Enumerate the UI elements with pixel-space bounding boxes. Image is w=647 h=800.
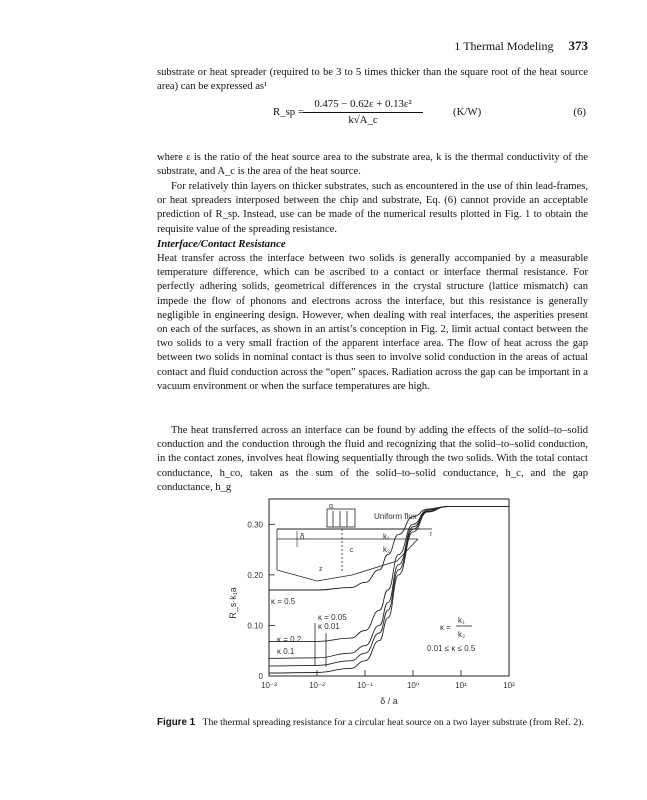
annotation-k1: k₁: [458, 616, 465, 625]
inset-k2-label: k₂: [383, 545, 391, 554]
equation-6: [157, 98, 588, 138]
equation-denominator: k√A_c: [348, 114, 378, 126]
x-tick-label: 10⁰: [406, 681, 420, 690]
inset-c-label: c: [350, 547, 354, 554]
annotation-kappa-005: κ = 0.05: [318, 613, 347, 622]
equation-fraction: [303, 98, 423, 126]
equation-unit: (K/W): [453, 106, 482, 118]
annotation-kappa-range: 0.01 ≤ κ ≤ 0.5: [427, 644, 476, 653]
x-tick-label: 10⁻²: [309, 681, 325, 690]
thin-layers-paragraph: For relatively thin layers on thicker substrates, such as encountered in the use of thin lead-frames, or heat spreaders interposed between the chip and substrate, Eq. (6) cannot provide an acceptable prediction of R_sp. Instead, use can be made of the numerical results plotted in Fig. 1 to obtain the requisite value of the spreading resistance.: [157, 181, 588, 235]
inset-q-label: q: [329, 503, 333, 510]
inset-k1-label: k₁: [383, 532, 390, 541]
y-tick-label: 0: [258, 672, 263, 681]
annotation-k2: k₂: [458, 630, 466, 639]
annotation-kappa-02: κ = 0.2: [277, 635, 302, 644]
page-header: [157, 38, 588, 54]
section-title: Interface/Contact Resistance: [157, 238, 286, 250]
x-axis-label: δ / a: [380, 696, 398, 706]
y-tick-label: 0.30: [247, 520, 263, 530]
inset-schematic: [277, 503, 433, 581]
equation-number: (6): [573, 106, 586, 118]
x-tick-label: 10⁻³: [261, 681, 277, 690]
inset-title: Uniform flux: [374, 512, 417, 521]
equation-lhs: R_sp =: [273, 106, 304, 118]
caption-label: Figure 1: [157, 717, 196, 728]
where-paragraph: where ε is the ratio of the heat source area to the substrate area, k is the thermal conductivity of the substrate, and A_c is the area of the heat source.: [157, 152, 588, 178]
series-line-1: [269, 507, 509, 642]
annotation-kappa-01: κ 0.1: [277, 647, 295, 656]
inset-delta-label: δ: [300, 532, 305, 541]
y-axis-label: R_s·k₁a: [228, 587, 238, 619]
equation-numerator: 0.475 − 0.62ε + 0.13ε²: [303, 98, 423, 113]
annotation-kappa-def: κ =: [440, 623, 451, 632]
caption-text: The thermal spreading resistance for a circular heat source on a two layer substrate (from Ref. 2).: [202, 717, 584, 728]
x-tick-label: 10⁻¹: [357, 681, 373, 690]
annotation-kappa-05: κ = 0.5: [271, 597, 296, 606]
x-tick-label: 10²: [503, 681, 515, 690]
x-tick-label: 10¹: [455, 681, 467, 690]
intro-paragraph: substrate or heat spreader (required to be 3 to 5 times thicker than the square root of the heat source area) can be expressed as¹: [157, 67, 588, 93]
figure-caption: [157, 716, 588, 729]
y-tick-label: 0.20: [247, 570, 263, 580]
inset-r-label: r: [430, 531, 433, 538]
figure-1: [222, 495, 522, 709]
heat-transfer-paragraph: The heat transferred across an interface can be found by adding the effects of the solid–to–solid conduction and the conduction through the fluid and recognizing that the solid–to–solid conduction, in the contact zones, involves heat flowing sequentially through the two solids. With the total contact conductance, h_co, taken as the sum of the solid–to–solid conductance, h_c, and the gap conductance, h_g: [157, 425, 588, 493]
inset-substrate-outline: [277, 529, 418, 581]
interface-paragraph: Heat transfer across the interface between two solids is generally accompanied by a measurable temperature difference, which can be ascribed to a contact or interface thermal resistance. For perfectly adhering solids, geometrical differences in the crystal structure (lattice mismatch) can impede the flow of phonons and electrons across the interface, but this resistance is generally negligible in engineering design. However, when dealing with real interfaces, the asperities present on each of the surfaces, as shown in an artist’s conception in Fig. 2, limit actual contact between the two solids to a very small fraction of the apparent interface area. The flow of heat across the gap between two solids in nominal contact is thus seen to involve solid conduction in the areas of actual contact and fluid conduction across the “open” spaces. Radiation across the gap can be important in a vacuum environment or when the surface temperatures are high.: [157, 253, 588, 392]
y-tick-label: 0.10: [247, 621, 263, 631]
running-head: 1 Thermal Modeling: [454, 39, 554, 53]
page-number: 373: [568, 38, 588, 53]
inset-source-box: [327, 509, 355, 527]
inset-z-label: z: [319, 566, 323, 573]
annotation-kappa-001: κ 0.01: [318, 622, 340, 631]
spreading-resistance-chart: [222, 495, 522, 709]
